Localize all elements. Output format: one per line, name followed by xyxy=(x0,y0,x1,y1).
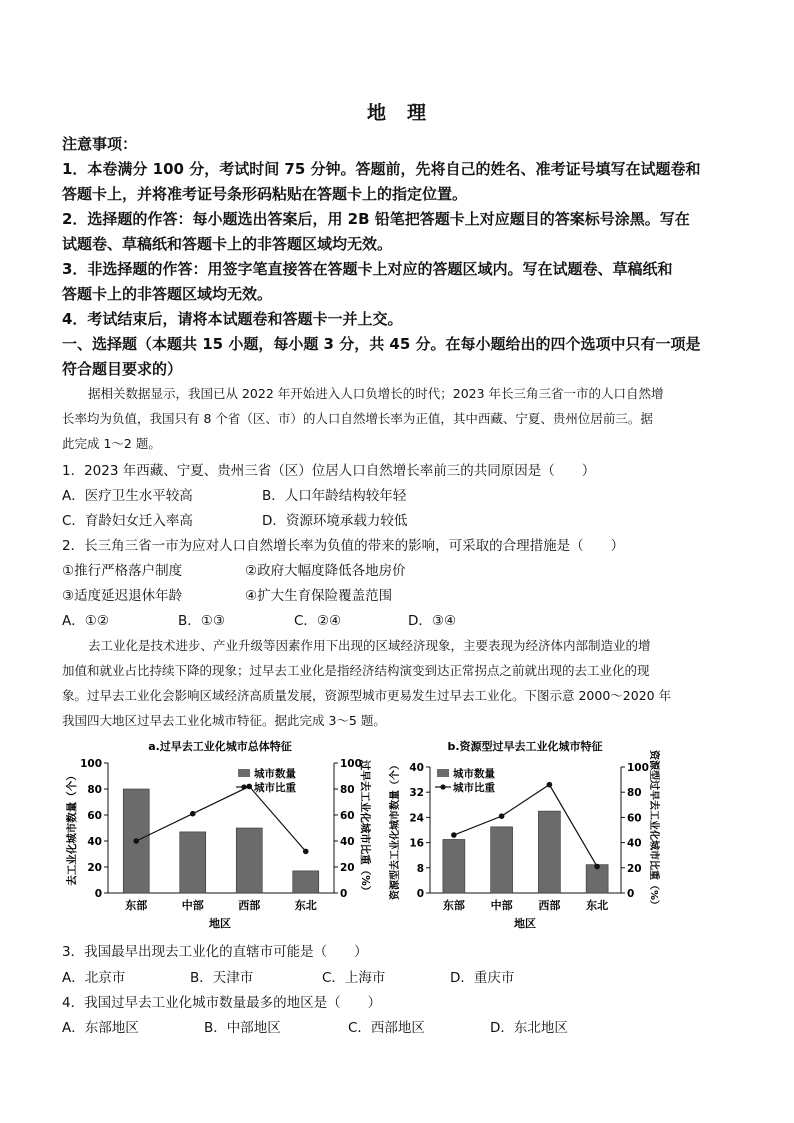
line-point xyxy=(499,813,505,819)
bar xyxy=(293,871,319,893)
line-point xyxy=(547,782,553,788)
chart-a xyxy=(62,735,372,935)
y-tick-label: 40 xyxy=(409,762,424,774)
y2-tick-label: 20 xyxy=(340,862,355,874)
y-tick-label: 100 xyxy=(80,758,102,770)
y-tick-label: 0 xyxy=(416,888,424,900)
x-tick-label: 东北 xyxy=(586,899,609,912)
y2-axis-label: 过早去工业化城市比重（%） xyxy=(359,759,371,897)
y-tick-label: 16 xyxy=(409,837,424,850)
question-2-stem: 2．长三角三省一市为应对人口自然增长率为负值的带来的影响，可采取的合理措施是（ ） xyxy=(62,538,625,554)
notes-line: 2．选择题的作答：每小题选出答案后，用 2B 铅笔把答题卡上对应题目的答案标号涂黑。写在 xyxy=(62,210,690,228)
notes-line: 试题卷、草稿纸和答题卡上的非答题区域均无效。 xyxy=(62,235,393,253)
line-point xyxy=(133,838,139,844)
question-4-stem: 4．我国过早去工业化城市数量最多的地区是（ ） xyxy=(62,995,382,1011)
question-2-option-b: B．①③ xyxy=(178,613,225,629)
page-title: 地 理 xyxy=(366,102,427,124)
line-point xyxy=(190,811,196,817)
y2-tick-label: 80 xyxy=(340,784,355,796)
passage-line: 象。过早去工业化会影响区域经济高质量发展，资源型城市更易发生过早去工业化。下图示意 2000～2020 年 xyxy=(62,688,672,703)
question-2-statement-2: ②政府大幅度降低各地房价 xyxy=(245,563,406,579)
question-3-option-c: C．上海市 xyxy=(322,970,386,986)
x-tick-label: 中部 xyxy=(181,899,204,912)
x-tick-label: 东部 xyxy=(442,899,465,912)
y-tick-label: 40 xyxy=(87,836,102,848)
y2-tick-label: 100 xyxy=(340,758,362,770)
x-tick-label: 东部 xyxy=(125,899,148,912)
legend-bar-swatch xyxy=(238,769,250,777)
y-tick-label: 20 xyxy=(87,862,102,874)
question-1-option-a: A．医疗卫生水平较高 xyxy=(62,488,193,504)
y2-tick-label: 100 xyxy=(627,762,649,774)
bar xyxy=(491,827,513,893)
question-3-option-d: D．重庆市 xyxy=(450,970,515,986)
x-tick-label: 西部 xyxy=(238,899,261,912)
bar xyxy=(236,828,262,893)
question-1-option-b: B．人口年龄结构较年轻 xyxy=(262,488,407,504)
x-axis-label: 地区 xyxy=(209,917,231,930)
passage-line: 长率均为负值，我国只有 8 个省（区、市）的人口自然增长率为正值，其中西藏、宁夏、贵州位居前三。据 xyxy=(62,411,653,426)
y-axis-label: 资源型去工业化城市数量（个） xyxy=(390,760,401,900)
y-tick-label: 32 xyxy=(409,787,424,800)
chart-title: b.资源型过早去工业化城市特征 xyxy=(447,740,603,753)
question-3-option-b: B．天津市 xyxy=(190,970,254,986)
notes-line: 3．非选择题的作答：用签字笔直接答在答题卡上对应的答题区域内。写在试题卷、草稿纸和 xyxy=(62,260,673,278)
y-tick-label: 80 xyxy=(87,784,102,796)
y-tick-label: 0 xyxy=(94,888,102,900)
passage-line: 据相关数据显示，我国已从 2022 年开始进入人口负增长的时代；2023 年长三角三省一市的人口自然增 xyxy=(88,386,664,401)
question-2-option-d: D．③④ xyxy=(408,613,457,629)
y2-tick-label: 60 xyxy=(627,812,642,825)
legend-line-marker xyxy=(241,784,246,789)
y2-tick-label: 20 xyxy=(627,862,642,875)
y-tick-label: 60 xyxy=(87,810,102,822)
question-1-option-c: C．育龄妇女迁入率高 xyxy=(62,513,193,529)
y2-tick-label: 40 xyxy=(627,837,642,850)
question-2-statement-3: ③适度延迟退休年龄 xyxy=(62,588,183,604)
chart-b xyxy=(385,735,665,935)
legend-bar-label: 城市数量 xyxy=(453,768,495,780)
y-tick-label: 8 xyxy=(416,862,424,875)
question-2-statement-4: ④扩大生育保险覆盖范围 xyxy=(245,588,393,604)
notes-heading: 注意事项： xyxy=(62,135,138,153)
line-point xyxy=(594,864,600,870)
y2-tick-label: 0 xyxy=(627,888,635,900)
question-1-option-d: D．资源环境承载力较低 xyxy=(262,513,408,529)
legend-bar-swatch xyxy=(437,769,449,777)
passage-line: 加值和就业占比持续下降的现象；过早去工业化是指经济结构演变到达正常拐点之前就出现的去工业化的现 xyxy=(62,663,650,678)
y2-tick-label: 40 xyxy=(340,836,355,848)
question-2-option-c: C．②④ xyxy=(294,613,342,629)
y2-tick-label: 80 xyxy=(627,787,642,800)
series-line xyxy=(136,786,306,851)
bar xyxy=(443,839,465,893)
x-axis-label: 地区 xyxy=(514,917,536,930)
legend-line-label: 城市比重 xyxy=(453,782,495,794)
chart-title: a.过早去工业化城市总体特征 xyxy=(148,740,292,753)
notes-line: 答题卡上，并将准考证号条形码粘贴在答题卡上的指定位置。 xyxy=(62,185,468,203)
question-3-stem: 3．我国最早出现去工业化的直辖市可能是（ ） xyxy=(62,944,368,960)
y2-tick-label: 60 xyxy=(340,810,355,822)
notes-line: 4．考试结束后，请将本试题卷和答题卡一并上交。 xyxy=(62,310,403,328)
y-tick-label: 24 xyxy=(409,812,424,825)
legend-line-marker xyxy=(440,784,445,789)
x-tick-label: 东北 xyxy=(294,899,317,912)
question-4-option-c: C．西部地区 xyxy=(348,1020,425,1036)
section-heading: 一、选择题（本题共 15 小题，每小题 3 分，共 45 分。在每小题给出的四个选项中只有一项是 xyxy=(62,335,701,353)
x-tick-label: 中部 xyxy=(490,899,513,912)
bar xyxy=(538,811,560,893)
passage-line: 我国四大地区过早去工业化城市特征。据此完成 3～5 题。 xyxy=(62,713,386,728)
x-tick-label: 西部 xyxy=(538,899,561,912)
question-2-statement-1: ①推行严格落户制度 xyxy=(62,563,183,579)
legend-bar-label: 城市数量 xyxy=(254,768,296,780)
bar xyxy=(180,832,206,893)
y-axis-label: 去工业化城市数量（个） xyxy=(66,770,78,886)
series-line xyxy=(454,785,597,867)
passage-line: 去工业化是技术进步、产业升级等因素作用下出现的区域经济现象，主要表现为经济体内部制造业的增 xyxy=(88,638,651,653)
line-point xyxy=(303,849,309,855)
y2-axis-label: 资源型过早去工业化城市比重（%） xyxy=(648,749,659,911)
question-2-option-a: A．①② xyxy=(62,613,109,629)
question-1-stem: 1．2023 年西藏、宁夏、贵州三省（区）位居人口自然增长率前三的共同原因是（ ） xyxy=(62,463,596,479)
legend-line-label: 城市比重 xyxy=(254,782,296,794)
question-3-option-a: A．北京市 xyxy=(62,970,126,986)
question-4-option-b: B．中部地区 xyxy=(204,1020,281,1036)
question-4-option-a: A．东部地区 xyxy=(62,1020,139,1036)
notes-line: 1．本卷满分 100 分，考试时间 75 分钟。答题前，先将自己的姓名、准考证号填写在试题卷和 xyxy=(62,160,701,178)
notes-line: 答题卡上的非答题区域均无效。 xyxy=(62,285,273,303)
question-4-option-d: D．东北地区 xyxy=(490,1020,568,1036)
y2-tick-label: 0 xyxy=(340,888,348,900)
line-point xyxy=(451,832,457,838)
section-heading-cont: 符合题目要求的） xyxy=(62,360,183,378)
passage-line: 此完成 1～2 题。 xyxy=(62,436,161,451)
